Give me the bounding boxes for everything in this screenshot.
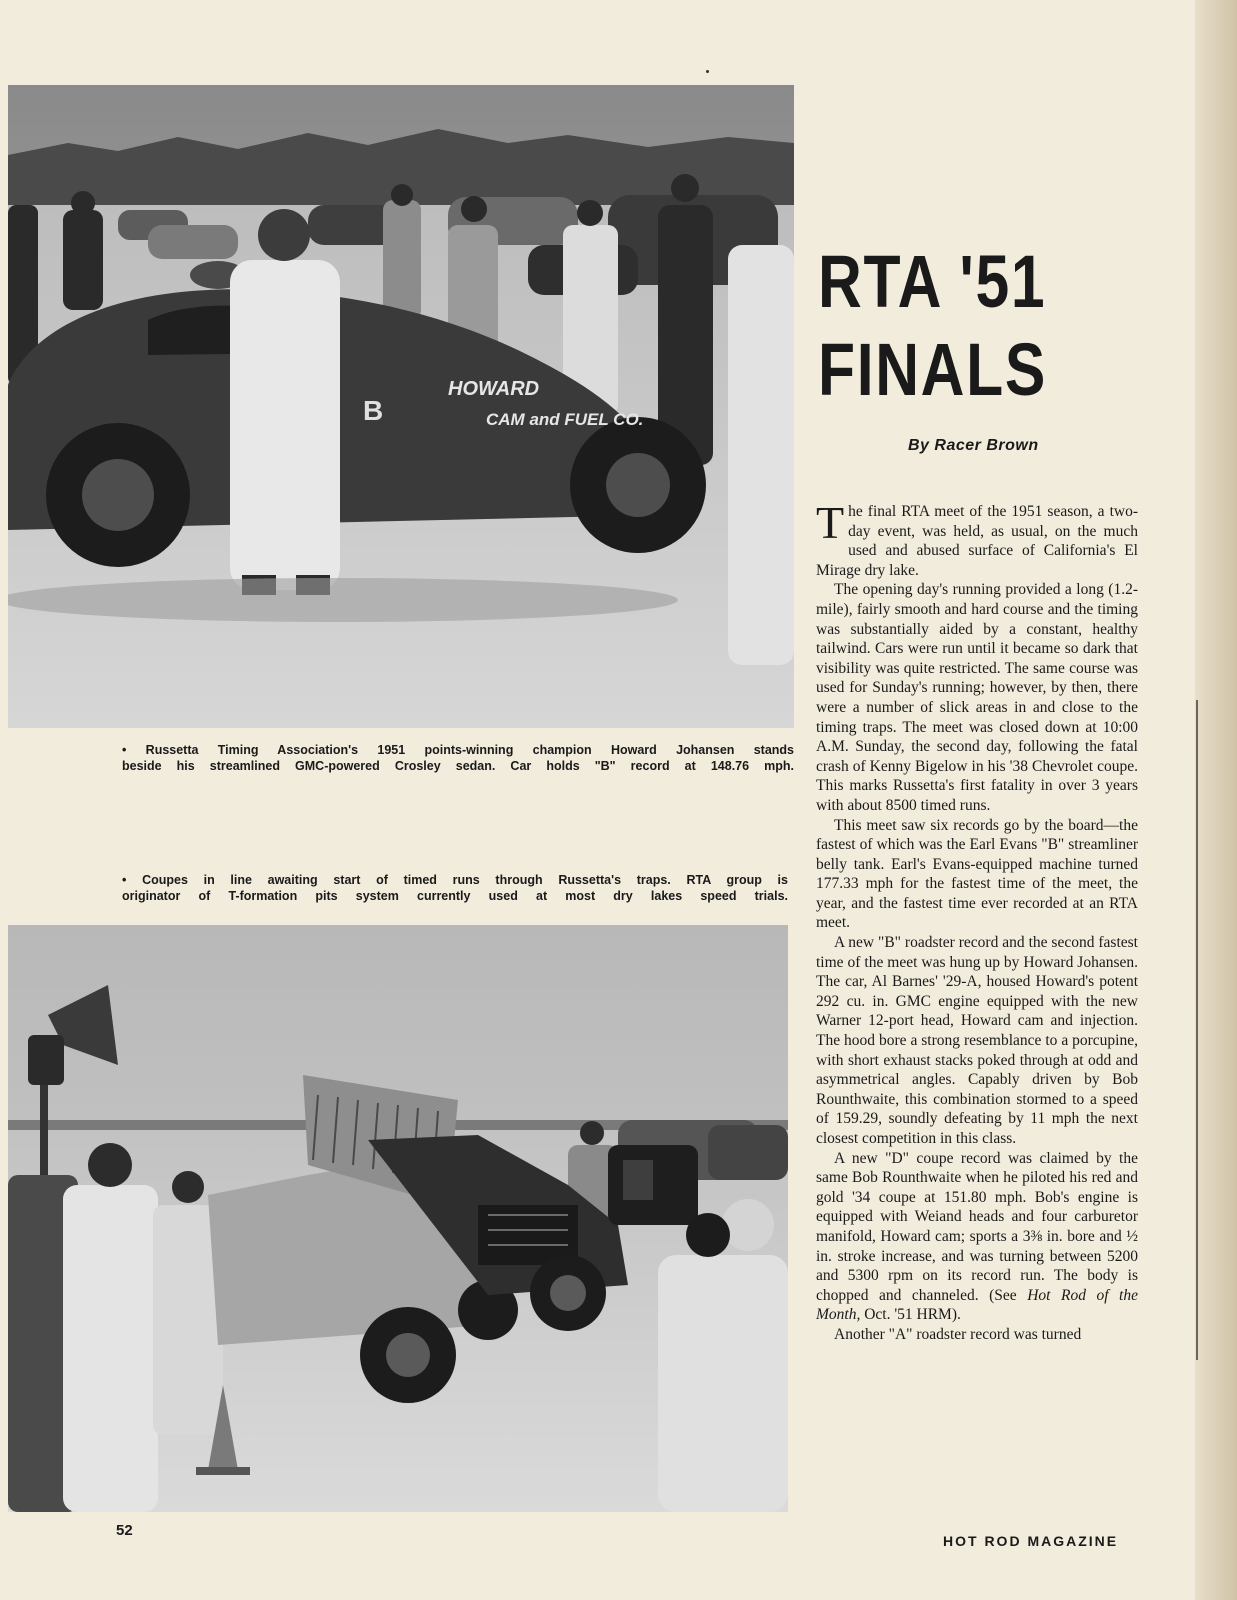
article-paragraph-5-text: A new "D" coupe record was claimed by the same Bob Rounthwaite when he piloted his red and gold '34 coupe at 151.80 mph. Bob's engine is equipped with Weiand heads and four carburetor manifold, Howard cam; sports a 3⅜ in. bore and ½ in. stroke increase, and was turning between 5200 and 5300 rpm on its record run. The body is chopped and channeled. (See xyxy=(816,1149,1138,1304)
article-paragraph-4: A new "B" roadster record and the second fastest time of the meet was hung up by Howard Johansen. The car, Al Barnes' '29-A, housed Howard's potent 292 cu. in. GMC engine equipped with the new Warner 12-port head, Howard cam and injection. The hood bore a strong resemblance to a porcupine, with short exhaust stacks poked through at odd and asymmetrical angles. Capably driven by Bob Rounthwaite, this combination stormed to a speed of 159.29, soundly defeating by 11 mph the next closest competition in this class. xyxy=(816,934,1138,1147)
article-paragraph-3: This meet saw six records go by the board—the fastest of which was the Earl Evans "B" streamliner belly tank. Earl's Evans-equipped machine turned 177.33 mph for the fastest time of the meet, the year, and the fastest time ever recorded at an RTA meet. xyxy=(816,816,1138,932)
car-lettering-howard: HOWARD xyxy=(448,378,540,400)
article-byline: By Racer Brown xyxy=(908,437,1039,454)
article-paragraph-2: The opening day's running provided a long (1.2-mile), fairly smooth and hard course and the timing was substantially aided by a constant, healthy tailwind. Cars were run until it became so dark that visibility was quite restricted. The same course was used for Sunday's running; however, by then, there were a number of slick areas in and close to the timing traps. The meet was closed down at 10:00 A.M. Sunday, the second day, following the fatal crash of Kenny Bigelow in his '38 Chevrolet coupe. This marks Russetta's first fatality in over 3 years with about 8500 timed runs. xyxy=(816,581,1138,814)
photo-champion-streamliner xyxy=(8,85,794,728)
page-binding-edge xyxy=(1195,0,1237,1600)
magazine-name: HOT ROD MAGAZINE xyxy=(943,1533,1119,1549)
page-number: 52 xyxy=(116,1522,133,1539)
photo-coupes-illustration xyxy=(8,925,788,1512)
car-lettering-cam-fuel: CAM and FUEL CO. xyxy=(486,410,644,429)
article-headline xyxy=(818,238,1048,414)
print-speck xyxy=(706,70,709,73)
page-fold-line xyxy=(1196,700,1198,1360)
article-paragraph-6: Another "A" roadster record was turned xyxy=(834,1325,1082,1343)
article-paragraph-5-end: Oct. '51 HRM). xyxy=(860,1306,961,1324)
caption-bottom-photo xyxy=(122,872,788,904)
drop-cap: T xyxy=(816,497,845,548)
caption-bottom-line-1: • Coupes in line awaiting start of timed runs through Russetta's traps. RTA group is xyxy=(122,873,788,887)
caption-bottom-line-2: originator of T-formation pits system currently used at most dry lakes speed trials. xyxy=(122,889,788,903)
article-paragraph-1-text: he final RTA meet of the 1951 season, a two-day event, was held, as usual, on the much used and abused surface of California's El Mirage dry lake. xyxy=(816,503,1138,579)
headline-line-1: RTA '51 xyxy=(818,240,1047,323)
article-paragraph-1 xyxy=(816,497,1138,580)
caption-top-line-1: • Russetta Timing Association's 1951 points-winning champion Howard Johansen stands xyxy=(122,743,794,757)
article-body xyxy=(816,497,1138,1345)
car-class-letter: B xyxy=(363,395,384,426)
photo-champion-illustration xyxy=(8,85,794,728)
article-paragraph-5 xyxy=(816,1149,1138,1325)
caption-top-photo xyxy=(122,742,794,774)
headline-line-2: FINALS xyxy=(818,328,1047,411)
article-paragraph-5-italic: Hot Rod of the Month, xyxy=(816,1286,1138,1324)
photo-coupes-in-line xyxy=(8,925,788,1512)
caption-top-line-2: beside his streamlined GMC-powered Crosley sedan. Car holds "B" record at 148.76 mph. xyxy=(122,759,794,773)
